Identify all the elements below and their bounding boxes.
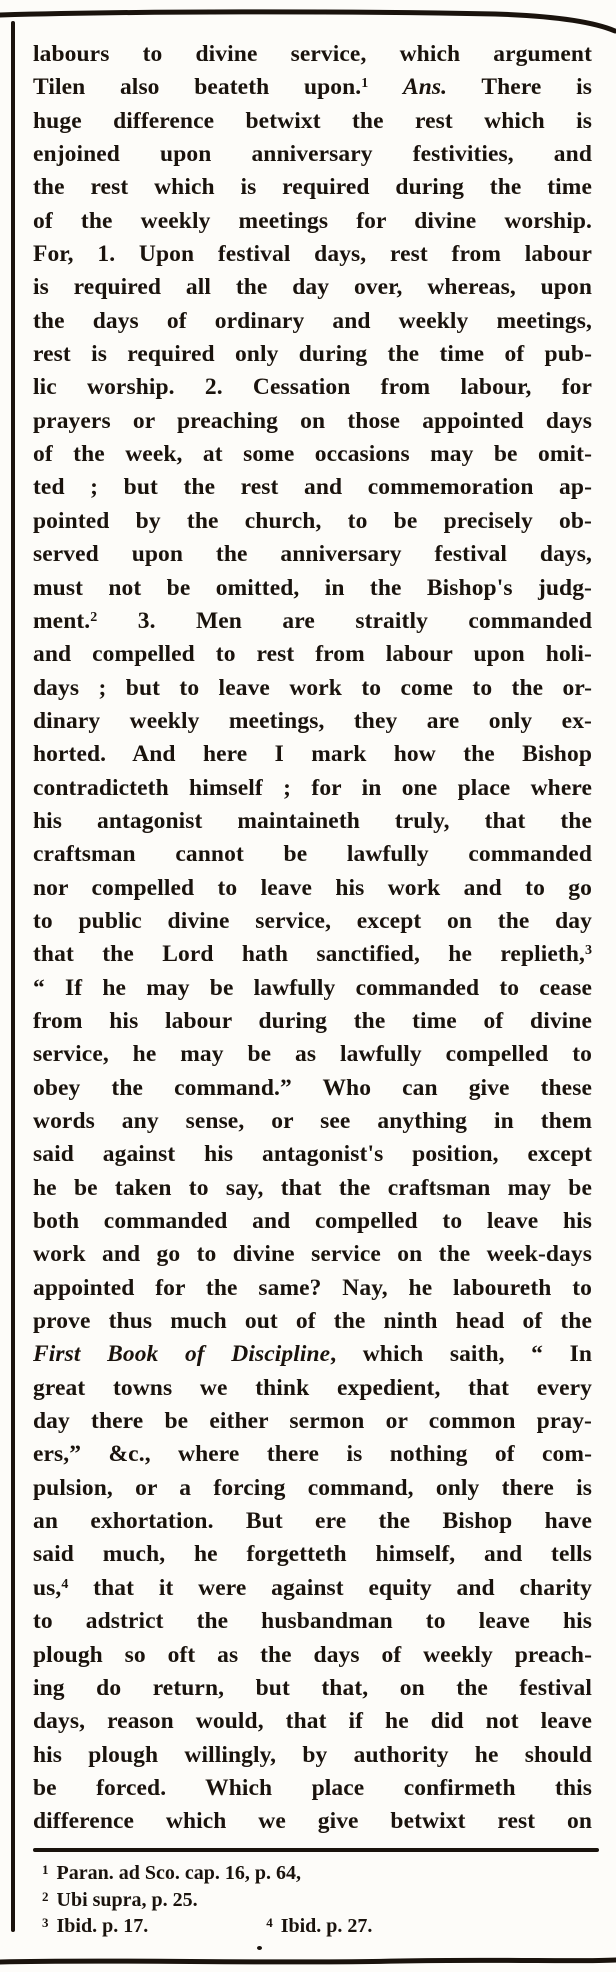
text-segment: from his labour during the time of divine: [33, 1007, 592, 1034]
text-line: [33, 672, 592, 705]
text-segment: prove thus much out of the ninth head of the: [33, 1308, 592, 1335]
text-segment: day there be either sermon or common pray-: [33, 1408, 592, 1435]
text-segment: his plough willingly, by authority he should: [33, 1741, 592, 1768]
text-segment: to public divine service, except on the day: [33, 907, 592, 934]
footnote-reference: 4: [61, 1576, 69, 1592]
text-line: [33, 238, 592, 271]
text-line: [33, 405, 592, 438]
text-line: [33, 638, 592, 671]
footnote-number: 2: [42, 1888, 49, 1904]
text-line: [33, 938, 592, 971]
italic-text-segment: First Book of Discipline: [33, 1341, 331, 1368]
text-line: [33, 271, 592, 304]
text-line: [33, 1405, 592, 1438]
text-line: [33, 1472, 592, 1505]
text-segment: an exhortation. But ere the Bishop have: [33, 1508, 592, 1535]
text-segment: obey the command.” Who can give these: [33, 1074, 592, 1101]
text-line: [33, 605, 592, 638]
text-line: [33, 205, 592, 238]
text-segment: plough so oft as the days of weekly preach-: [33, 1641, 592, 1668]
text-line: [33, 38, 592, 71]
text-segment: enjoined upon anniversary festivities, and: [33, 141, 592, 168]
text-segment: ment.: [33, 607, 91, 634]
text-segment: words any sense, or see anything in them: [33, 1108, 592, 1134]
text-segment: days ; but to leave work to come to the or-: [33, 674, 592, 701]
text-line: [33, 538, 592, 571]
text-segment: to adstrict the husbandman to leave his: [33, 1608, 592, 1635]
text-line: [33, 471, 592, 504]
text-line: [33, 1438, 592, 1471]
text-segment: [368, 74, 403, 100]
text-line: [33, 371, 592, 404]
footnote-reference: 2: [90, 609, 98, 625]
text-line: [33, 1338, 592, 1371]
text-segment: said much, he forgetteth himself, and tells: [33, 1541, 592, 1568]
footnote-text: Ibid. p. 27.: [280, 1915, 373, 1937]
text-segment: his antagonist maintaineth truly, that the: [33, 807, 592, 834]
text-segment: service, he may be as lawfully compelled to: [33, 1041, 592, 1068]
text-segment: be forced. Which place confirmeth this: [33, 1774, 592, 1801]
text-line: [33, 772, 592, 805]
text-line: [33, 572, 592, 605]
text-line: [33, 71, 592, 104]
body-text: [33, 38, 592, 1839]
text-segment: horted. And here I mark how the Bishop: [33, 741, 592, 768]
text-segment: is required all the day over, whereas, upon: [33, 274, 592, 301]
footnote: [42, 1913, 148, 1940]
ink-speck: [257, 1946, 262, 1950]
text-segment: he be taken to say, that the craftsman may be: [33, 1174, 592, 1201]
text-segment: and compelled to rest from labour upon holi-: [33, 641, 592, 668]
text-segment: the days of ordinary and weekly meetings,: [33, 307, 592, 334]
text-line: [33, 1805, 592, 1838]
text-line: [33, 305, 592, 338]
text-line: [33, 1105, 592, 1138]
footnote: [42, 1887, 198, 1914]
text-segment: ted ; but the rest and commemoration ap-: [33, 474, 592, 501]
footnote-separator-rule: [33, 1848, 599, 1852]
footnote: [266, 1913, 372, 1940]
text-line: [33, 838, 592, 871]
text-segment: lic worship. 2. Cessation from labour, for: [33, 374, 592, 401]
text-segment: that the Lord hath sanctified, he replieth,: [33, 941, 585, 968]
text-line: [33, 1372, 592, 1405]
text-line: [33, 138, 592, 171]
text-segment: “ If he may be lawfully commanded to cease: [33, 974, 592, 1001]
footnote-reference: 1: [361, 76, 369, 92]
text-line: [33, 1305, 592, 1338]
text-segment: said against his antagonist's position, except: [33, 1141, 592, 1168]
text-line: [33, 1205, 592, 1238]
footnote-number: 3: [42, 1915, 49, 1930]
top-border-rule: [0, 0, 616, 38]
footnote-row: [42, 1913, 597, 1940]
text-segment: ing do return, but that, on the festival: [33, 1674, 592, 1701]
text-segment: For, 1. Upon festival days, rest from labour: [33, 241, 592, 268]
text-line: [33, 1038, 592, 1071]
text-line: [33, 171, 592, 204]
text-line: [33, 705, 592, 738]
text-segment: , which saith, “ In: [330, 1341, 592, 1368]
footnote-text: Paran. ad Sco. cap. 16, p. 64,: [56, 1862, 301, 1884]
text-line: [33, 1639, 592, 1672]
text-line: [33, 1505, 592, 1538]
text-segment: prayers or preaching on those appointed days: [33, 407, 592, 434]
text-line: [33, 805, 592, 838]
text-segment: great towns we think expedient, that every: [33, 1374, 592, 1401]
text-segment: 3. Men are straitly commanded: [97, 607, 592, 634]
text-segment: must not be omitted, in the Bishop's judg-: [33, 574, 592, 601]
text-segment: craftsman cannot be lawfully commanded: [33, 841, 592, 868]
text-segment: days, reason would, that if he did not leave: [33, 1708, 592, 1735]
text-segment: us,: [33, 1574, 62, 1601]
text-segment: There is: [447, 74, 592, 101]
text-line: [33, 1672, 592, 1705]
text-segment: work and go to divine service on the week-days: [33, 1241, 592, 1268]
text-segment: the rest which is required during the time: [33, 174, 592, 201]
text-segment: Tilen also beateth upon.: [33, 74, 362, 101]
text-line: [33, 1739, 592, 1772]
text-line: [33, 1605, 592, 1638]
text-segment: dinary weekly meetings, they are only ex-: [33, 707, 592, 734]
text-line: [33, 738, 592, 771]
text-segment: appointed for the same? Nay, he laboureth to: [33, 1274, 592, 1301]
text-line: [33, 438, 592, 471]
text-segment: contradicteth himself ; for in one place where: [33, 774, 592, 801]
text-line: [33, 1138, 592, 1171]
footnote-number: 1: [42, 1862, 49, 1877]
bottom-border-rule: [0, 1954, 616, 1970]
text-segment: served upon the anniversary festival days,: [33, 541, 592, 568]
text-segment: both commanded and compelled to leave his: [33, 1208, 592, 1235]
left-border-rule: [11, 21, 15, 1932]
text-segment: of the week, at some occasions may be omit-: [33, 441, 592, 468]
text-segment: pointed by the church, to be precisely ob-: [33, 507, 592, 534]
text-line: [33, 1705, 592, 1738]
text-line: [33, 1772, 592, 1805]
text-segment: rest is required only during the time of pub-: [33, 341, 592, 368]
text-line: [33, 1538, 592, 1571]
text-segment: of the weekly meetings for divine worship.: [33, 207, 592, 234]
footnote-row: [42, 1860, 597, 1887]
footnote-number: 4: [266, 1915, 273, 1930]
footnote: [42, 1860, 301, 1887]
text-line: [33, 1238, 592, 1271]
text-line: [33, 1005, 592, 1038]
footnotes: [42, 1860, 597, 1940]
footnote-text: Ubi supra, p. 25.: [56, 1888, 198, 1911]
text-segment: ers,” &c., where there is nothing of com-: [33, 1441, 592, 1468]
text-segment: nor compelled to leave his work and to go: [33, 874, 592, 901]
footnote-text: Ibid. p. 17.: [56, 1915, 149, 1937]
text-segment: huge difference betwixt the rest which is: [33, 107, 592, 134]
text-line: [33, 1572, 592, 1605]
text-line: [33, 1172, 592, 1205]
text-segment: difference which we give betwixt rest on: [33, 1808, 592, 1835]
text-line: [33, 872, 592, 905]
italic-text-segment: Ans.: [402, 74, 448, 101]
footnote-row: [42, 1887, 597, 1914]
text-line: [33, 905, 592, 938]
text-segment: pulsion, or a forcing command, only there is: [33, 1474, 592, 1501]
text-segment: labours to divine service, which argument: [33, 41, 592, 67]
text-line: [33, 1272, 592, 1305]
footnote-reference: 3: [585, 943, 592, 959]
text-line: [33, 505, 592, 538]
text-segment: that it were against equity and charity: [68, 1574, 592, 1601]
text-line: [33, 1072, 592, 1105]
text-line: [33, 105, 592, 138]
text-line: [33, 972, 592, 1005]
text-line: [33, 338, 592, 371]
